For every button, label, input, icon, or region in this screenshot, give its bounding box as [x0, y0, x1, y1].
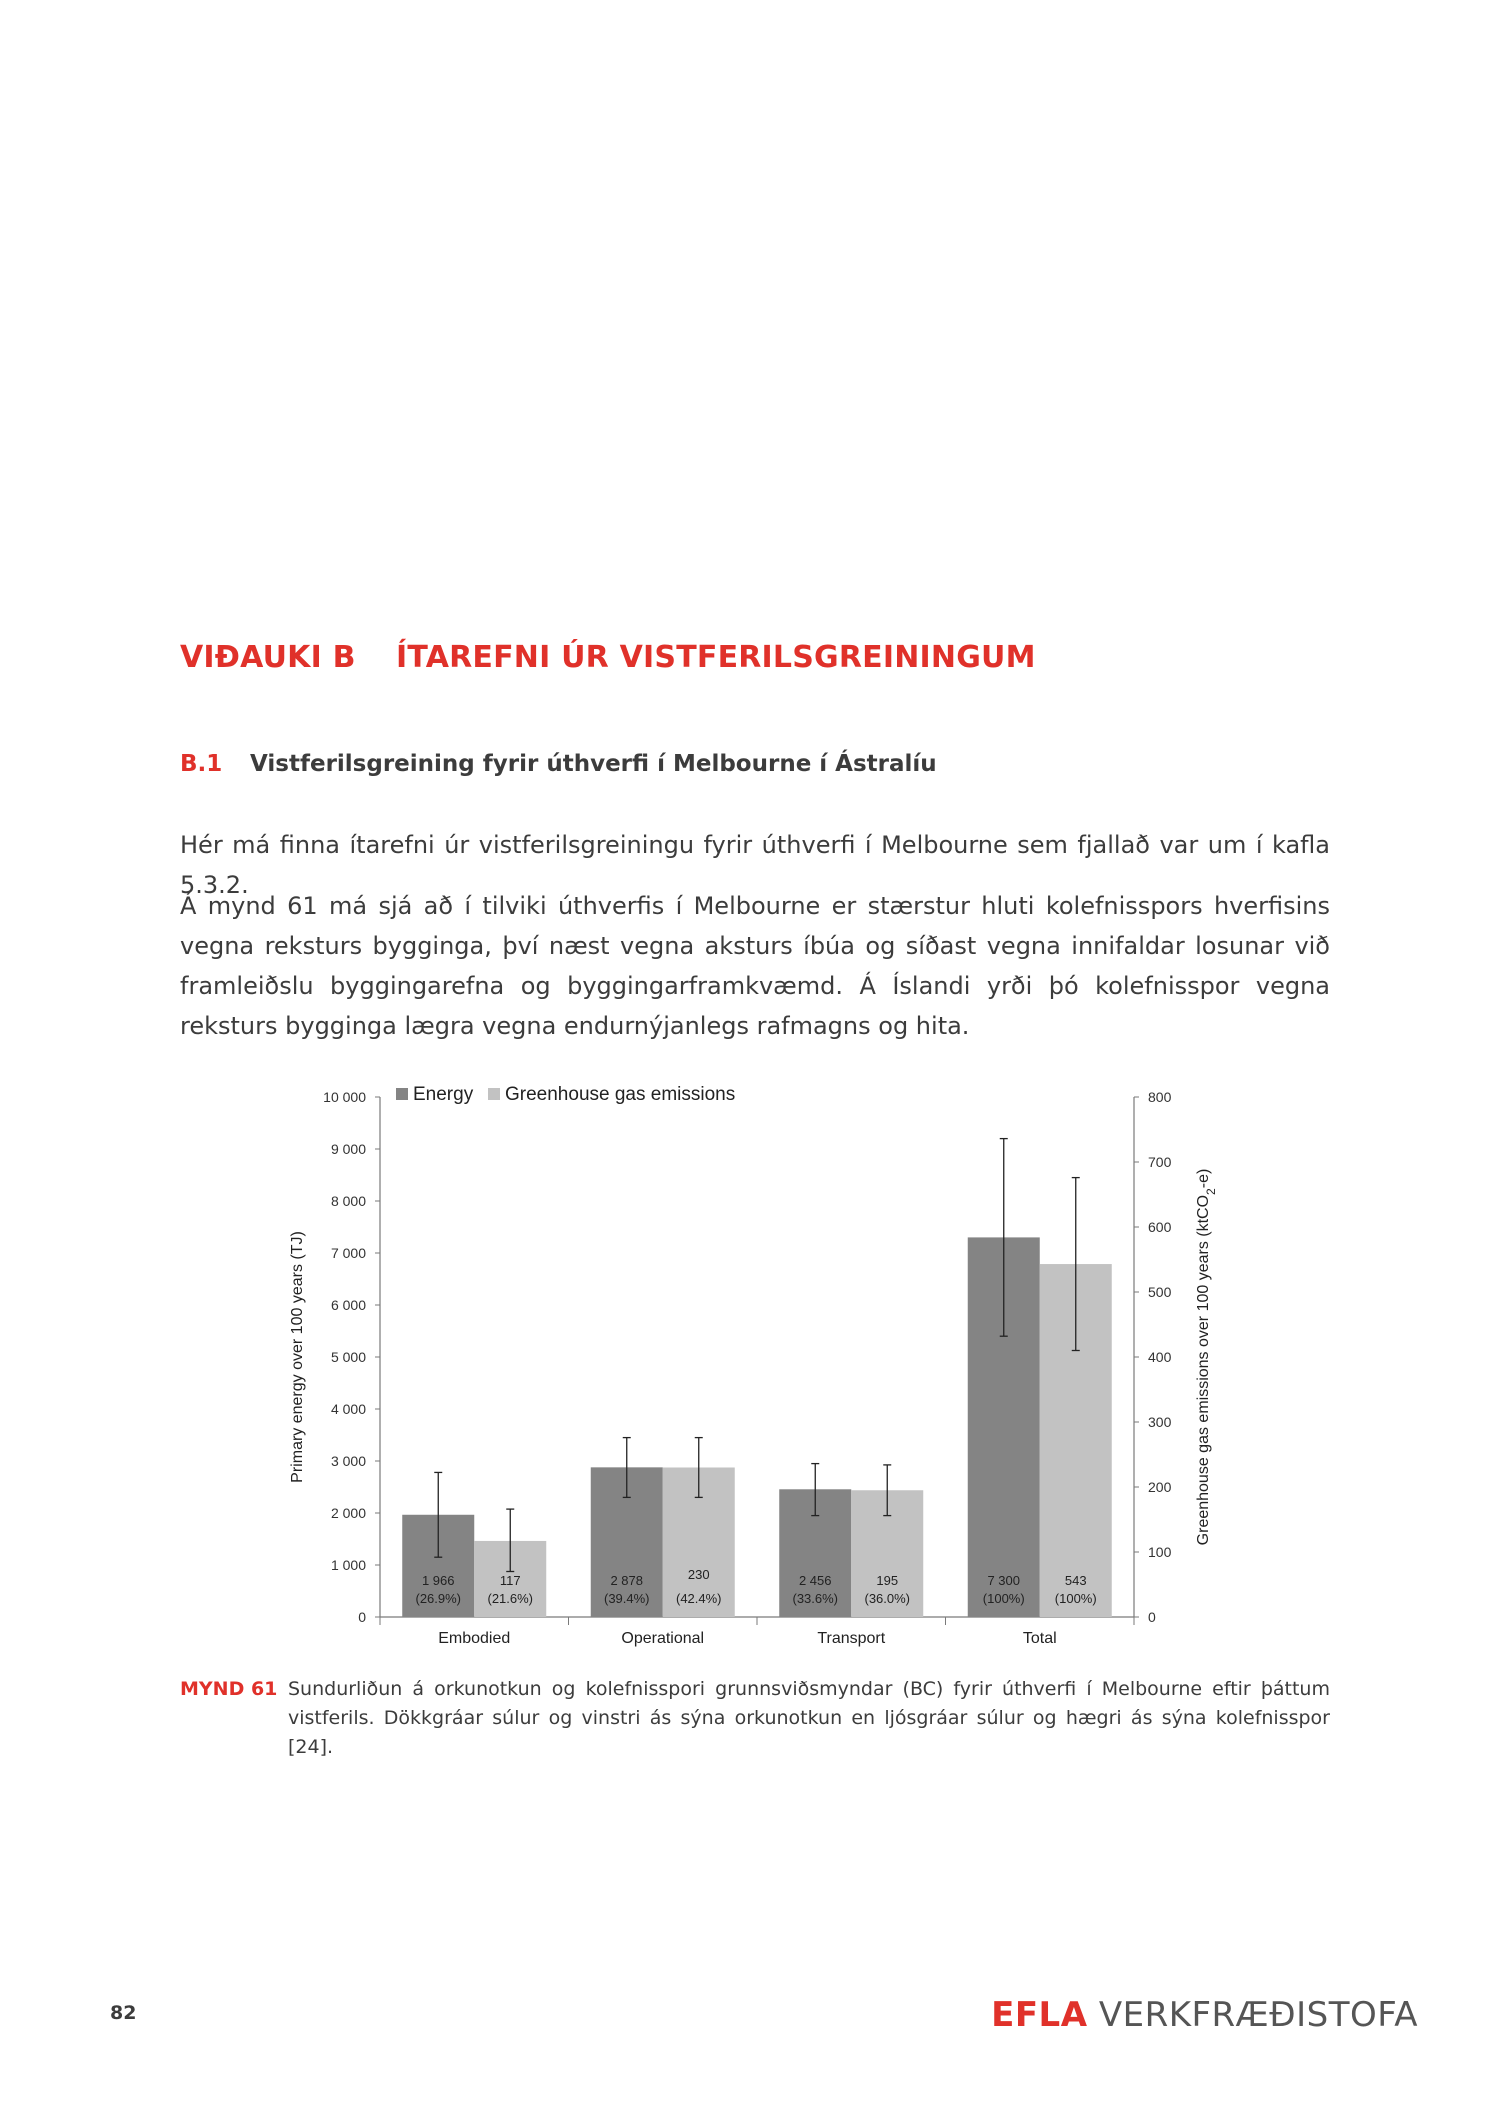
- data-label-percent: (100%): [982, 1591, 1025, 1606]
- data-label-value: 2 878: [610, 1573, 644, 1588]
- section-heading: [180, 751, 937, 777]
- right-tick-label: 600: [1148, 1219, 1172, 1235]
- left-tick-label: 3 000: [330, 1453, 366, 1469]
- category-label: Transport: [817, 1630, 886, 1647]
- right-tick-label: 300: [1148, 1414, 1172, 1430]
- appendix-title: ÍTAREFNI ÚR VISTFERILSGREININGUM: [396, 640, 1036, 675]
- appendix-label: VIÐAUKI B: [180, 640, 356, 675]
- page-number: 82: [110, 2002, 137, 2024]
- data-label-percent: (26.9%): [415, 1591, 462, 1606]
- left-tick-label: 2 000: [330, 1505, 366, 1521]
- right-tick-label: 100: [1148, 1544, 1172, 1560]
- category-label: Total: [1022, 1630, 1057, 1647]
- category-label: Embodied: [438, 1630, 511, 1647]
- data-label-value: 1 966: [421, 1573, 455, 1588]
- figure-caption: [180, 1675, 1330, 1762]
- bar-chart: [270, 1075, 1230, 1655]
- data-label-percent: (21.6%): [487, 1591, 534, 1606]
- left-tick-label: 9 000: [330, 1141, 366, 1157]
- legend-swatch-energy: [396, 1088, 408, 1100]
- right-tick-label: 800: [1148, 1089, 1172, 1105]
- right-axis-title: Greenhouse gas emissions over 100 years (ktCO$_2$-e): [1195, 1168, 1218, 1546]
- left-tick-label: 7 000: [330, 1245, 366, 1261]
- data-label-value: 2 456: [798, 1573, 832, 1588]
- paragraph-body: Á mynd 61 má sjá að í tilviki úthverfis í Melbourne er stærstur hluti kolefnisspors hverfisins vegna reksturs bygginga, því næst vegna aksturs íbúa og síðast vegna innifaldar losunar við framleiðslu byggingarefna og byggingarframkvæmd. Á Íslandi yrði þó kolefnisspor vegna reksturs bygginga lægra vegna endurnýjanlegs rafmagns og hita.: [180, 892, 1330, 1040]
- section-number: B.1: [180, 751, 223, 777]
- brand-subtitle: VERKFRÆÐISTOFA: [1098, 1995, 1418, 2035]
- right-tick-label: 400: [1148, 1349, 1172, 1365]
- legend-label-emissions: Greenhouse gas emissions: [505, 1084, 736, 1105]
- section-title: Vistferilsgreining fyrir úthverfi í Melbourne í Ástralíu: [250, 751, 937, 777]
- data-label-percent: (39.4%): [603, 1591, 650, 1606]
- data-label-value: 543: [1064, 1573, 1087, 1588]
- left-tick-label: 4 000: [330, 1401, 366, 1417]
- right-tick-label: 0: [1148, 1609, 1156, 1625]
- data-label-value: 117: [499, 1573, 521, 1588]
- brand-name: EFLA: [991, 1995, 1088, 2035]
- left-tick-label: 8 000: [330, 1193, 366, 1209]
- paragraph-intro: Hér má finna ítarefni úr vistferilsgreiningu fyrir úthverfi í Melbourne sem fjallað var um í kafla 5.3.2.: [180, 831, 1330, 899]
- left-axis-title: Primary energy over 100 years (TJ): [289, 1231, 306, 1483]
- right-tick-label: 700: [1148, 1154, 1172, 1170]
- data-label-value: 7 300: [987, 1573, 1021, 1588]
- data-label-percent: (100%): [1054, 1591, 1097, 1606]
- left-tick-label: 0: [358, 1609, 366, 1625]
- data-label-value: 195: [876, 1573, 899, 1588]
- left-tick-label: 6 000: [330, 1297, 366, 1313]
- caption-label: MYND 61: [180, 1678, 278, 1700]
- data-label-percent: (42.4%): [675, 1591, 722, 1606]
- data-label-percent: (33.6%): [792, 1591, 839, 1606]
- legend-swatch-emissions: [488, 1088, 500, 1100]
- footer-logo: [991, 1995, 1418, 2035]
- data-label-percent: (36.0%): [864, 1591, 911, 1606]
- category-label: Operational: [621, 1630, 705, 1647]
- right-tick-label: 200: [1148, 1479, 1172, 1495]
- data-label-value: 230: [687, 1567, 710, 1582]
- caption-text: Sundurliðun á orkunotkun og kolefnisspori grunnsviðsmyndar (BC) fyrir úthverfi í Melbourne eftir þáttum vistferils. Dökkgráar súlur og vinstri ás sýna orkunotkun en ljósgráar súlur og hægri ás sýna kolefnisspor [24].: [288, 1678, 1330, 1758]
- left-tick-label: 1 000: [330, 1557, 366, 1573]
- legend-label-energy: Energy: [413, 1084, 474, 1105]
- left-tick-label: 10 000: [323, 1089, 366, 1105]
- right-tick-label: 500: [1148, 1284, 1172, 1300]
- left-tick-label: 5 000: [330, 1349, 366, 1365]
